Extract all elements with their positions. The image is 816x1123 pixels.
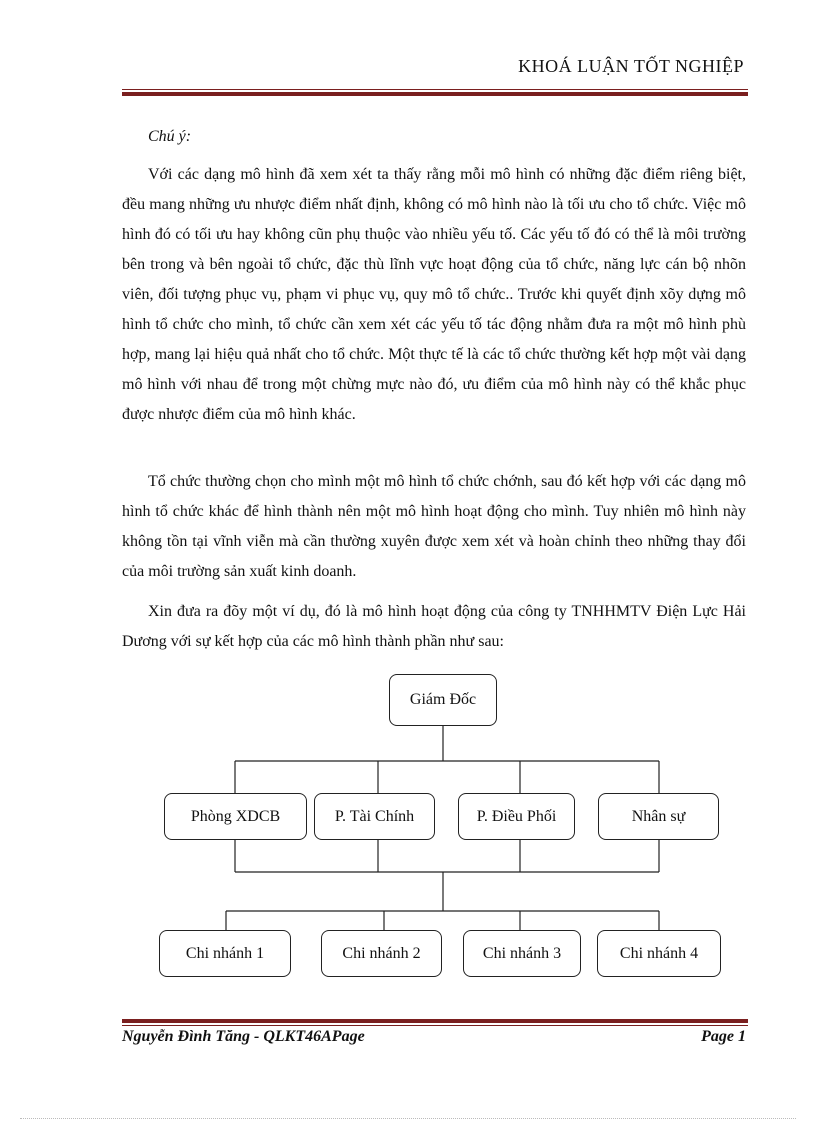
footer-page-number: Page 1: [701, 1028, 746, 1045]
org-node-branch-4: Chi nhánh 4: [597, 930, 721, 977]
org-node-branch-2: Chi nhánh 2: [321, 930, 442, 977]
note-label: Chú ý:: [148, 128, 192, 145]
page-bottom-edge: [20, 1118, 796, 1119]
paragraph-3: Xin đưa ra đõy một ví dụ, đó là mô hình hoạt động của công ty TNHHMTV Điện Lực Hải Dương với sự kết hợp của các mô hình thành phần như sau:: [122, 603, 746, 650]
header-title: KHOÁ LUẬN TỐT NGHIỆP: [518, 56, 744, 76]
header-rule-thick: [122, 92, 748, 96]
paragraph-1: Với các dạng mô hình đã xem xét ta thấy rằng mỗi mô hình có những đặc điểm riêng biệt, đều mang những ưu nhược điểm nhất định, không có mô hình nào là tối ưu cho tổ chức. Việc mô hình đó có tối ưu hay không cũn phụ thuộc vào nhiều yếu tố. Các yếu tố đó có thể là môi trường bên trong và bên ngoài tổ chức, đặc thù lĩnh vực hoạt động của tổ chức, năng lực cán bộ nhõn viên, đối tượng phục vụ, phạm vi phục vụ, quy mô tổ chức.. Trước khi quyết định xõy dựng mô hình tổ chức cho mình, tổ chức cần xem xét các yếu tố tác động nhằm đưa ra một mô hình phù hợp, mang lại hiệu quả nhất cho tổ chức. Một thực tế là các tổ chức thường kết hợp một vài dạng mô hình với nhau để trong một chừng mực nào đó, ưu điểm của mô hình này có thể khắc phục được nhược điểm của mô hình khác.: [122, 166, 746, 423]
org-node-dept-hr: Nhân sự: [598, 793, 719, 840]
org-node-dept-finance: P. Tài Chính: [314, 793, 435, 840]
org-node-dept-xdcb: Phòng XDCB: [164, 793, 307, 840]
header-rule-thin: [122, 89, 748, 90]
footer-rule-thick: [122, 1019, 748, 1023]
footer-author: Nguyễn Đình Tăng - QLKT46APage: [122, 1028, 365, 1045]
org-node-dept-dispatch: P. Điều Phối: [458, 793, 575, 840]
footer-rule-thin: [122, 1025, 748, 1026]
org-node-director: Giám Đốc: [389, 674, 497, 726]
org-node-branch-3: Chi nhánh 3: [463, 930, 581, 977]
org-node-branch-1: Chi nhánh 1: [159, 930, 291, 977]
paragraph-2: Tổ chức thường chọn cho mình một mô hình tổ chức chớnh, sau đó kết hợp với các dạng mô hình tổ chức khác để hình thành nên một mô hình hoạt động cho mình. Tuy nhiên mô hình này không tồn tại vĩnh viễn mà cần thường xuyên được xem xét và hoàn chỉnh theo những thay đổi của môi trường sản xuất kinh doanh.: [122, 473, 746, 580]
